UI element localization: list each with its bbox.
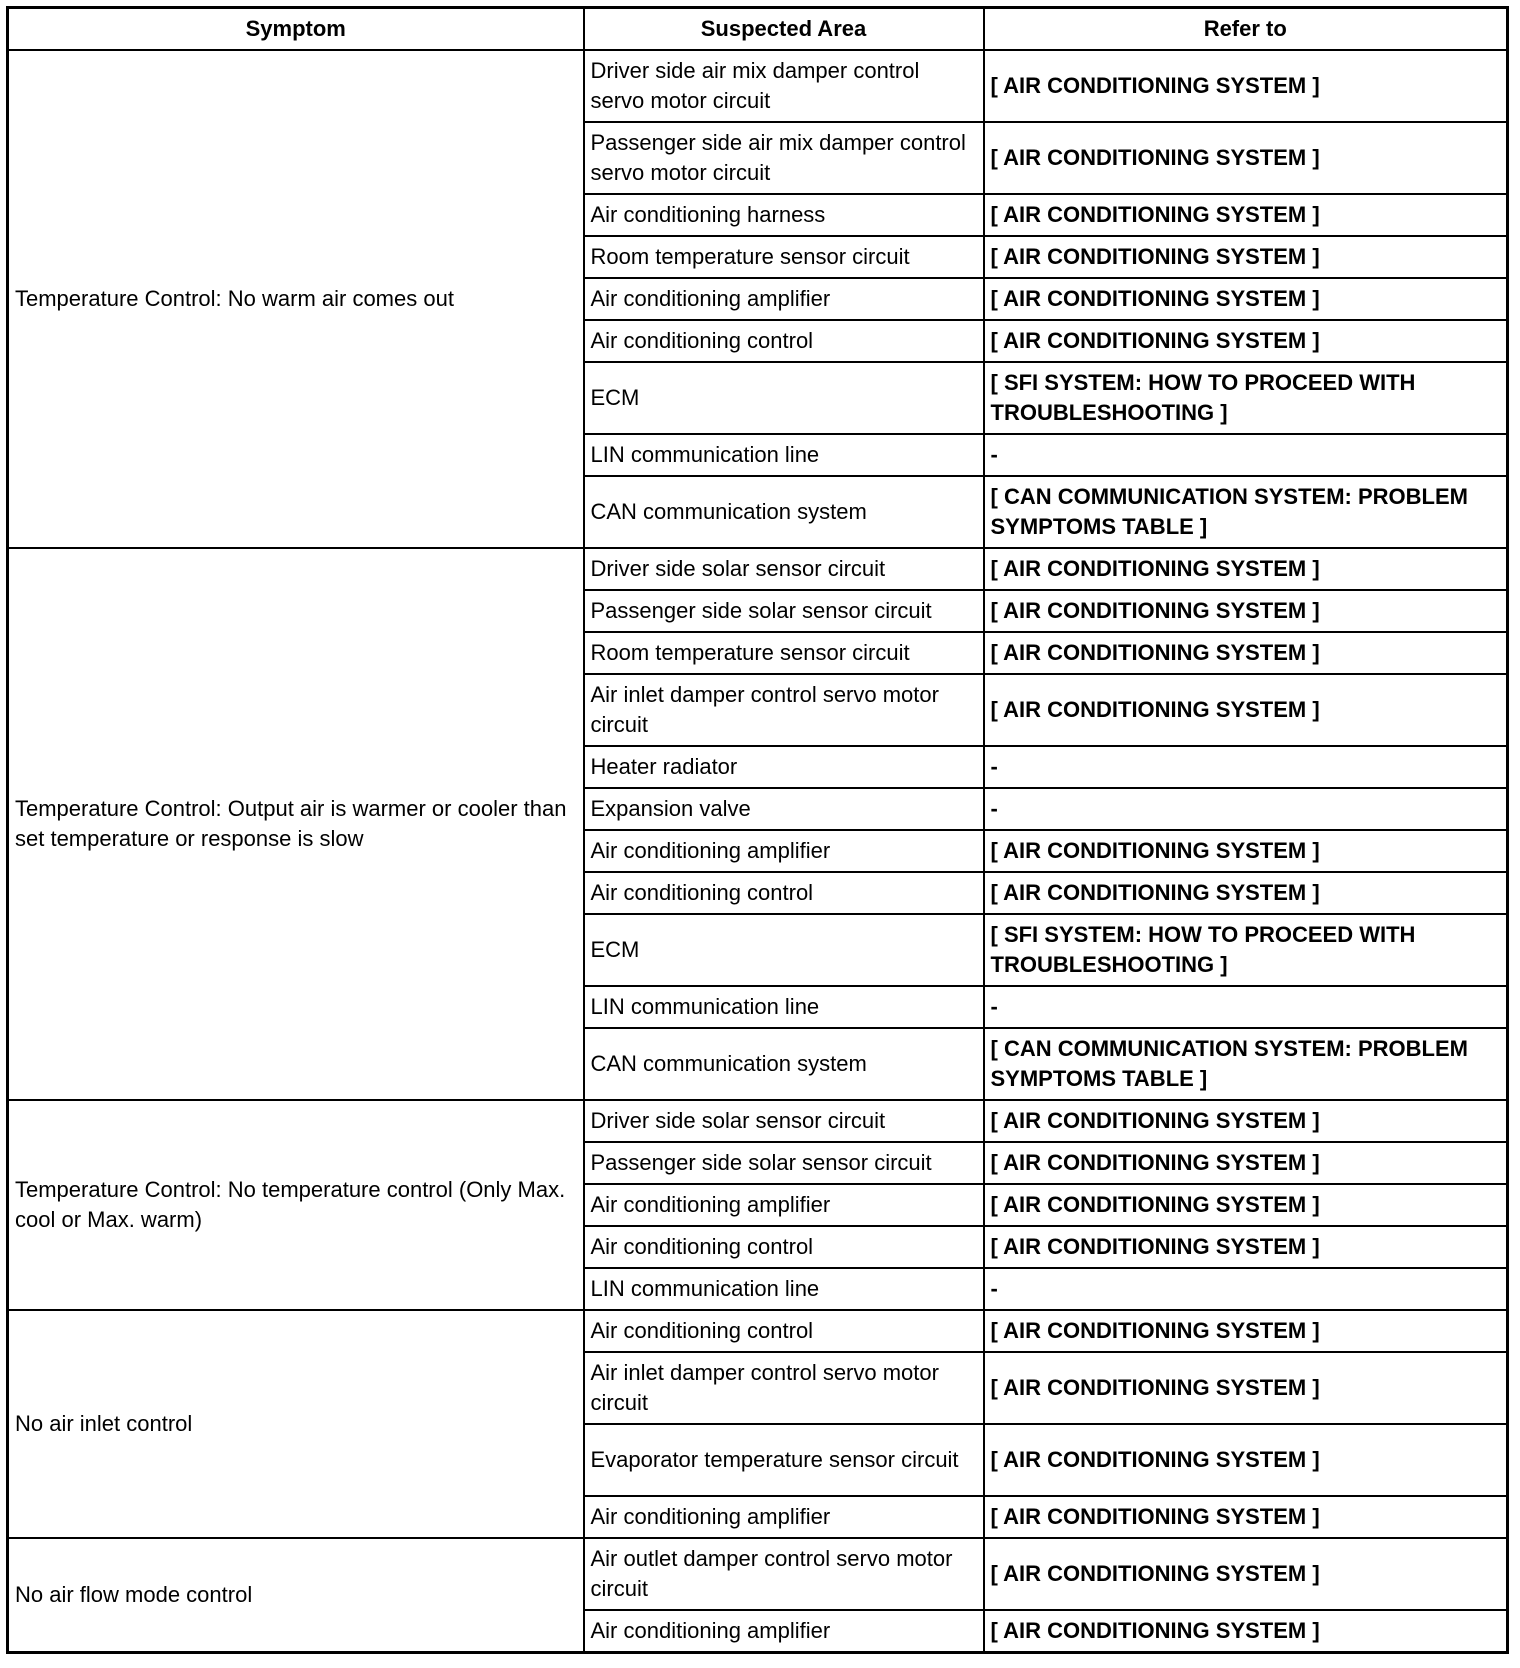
- suspected-area-cell: CAN communication system: [584, 476, 984, 548]
- header-refer-to: Refer to: [984, 8, 1508, 51]
- symptom-cell: No air flow mode control: [8, 1538, 584, 1653]
- refer-to-cell: [ AIR CONDITIONING SYSTEM ]: [984, 278, 1508, 320]
- refer-to-cell: [ AIR CONDITIONING SYSTEM ]: [984, 1100, 1508, 1142]
- problem-symptoms-table: [6, 6, 1509, 1654]
- table-row: [8, 1310, 1508, 1352]
- suspected-area-cell: Air conditioning harness: [584, 194, 984, 236]
- refer-to-cell: [ AIR CONDITIONING SYSTEM ]: [984, 590, 1508, 632]
- suspected-area-cell: LIN communication line: [584, 434, 984, 476]
- table-row: [8, 1538, 1508, 1610]
- refer-to-cell: [ AIR CONDITIONING SYSTEM ]: [984, 1496, 1508, 1538]
- refer-to-cell: [ AIR CONDITIONING SYSTEM ]: [984, 1310, 1508, 1352]
- suspected-area-cell: Heater radiator: [584, 746, 984, 788]
- refer-to-cell: [ AIR CONDITIONING SYSTEM ]: [984, 548, 1508, 590]
- header-suspected-area: Suspected Area: [584, 8, 984, 51]
- table-row: [8, 50, 1508, 122]
- symptom-cell: Temperature Control: Output air is warmer or cooler than set temperature or response is slow: [8, 548, 584, 1100]
- suspected-area-cell: Air conditioning amplifier: [584, 1610, 984, 1653]
- suspected-area-cell: Air conditioning amplifier: [584, 278, 984, 320]
- symptom-cell: Temperature Control: No temperature control (Only Max. cool or Max. warm): [8, 1100, 584, 1310]
- suspected-area-cell: Air conditioning control: [584, 320, 984, 362]
- refer-to-cell: [ AIR CONDITIONING SYSTEM ]: [984, 320, 1508, 362]
- suspected-area-cell: Driver side solar sensor circuit: [584, 1100, 984, 1142]
- refer-to-cell: -: [984, 986, 1508, 1028]
- suspected-area-cell: Air conditioning amplifier: [584, 830, 984, 872]
- suspected-area-cell: Air inlet damper control servo motor circuit: [584, 1352, 984, 1424]
- suspected-area-cell: ECM: [584, 914, 984, 986]
- refer-to-cell: -: [984, 1268, 1508, 1310]
- refer-to-cell: [ AIR CONDITIONING SYSTEM ]: [984, 872, 1508, 914]
- refer-to-cell: [ AIR CONDITIONING SYSTEM ]: [984, 1142, 1508, 1184]
- refer-to-cell: [ AIR CONDITIONING SYSTEM ]: [984, 830, 1508, 872]
- refer-to-cell: [ AIR CONDITIONING SYSTEM ]: [984, 50, 1508, 122]
- table-row: [8, 548, 1508, 590]
- refer-to-cell: [ AIR CONDITIONING SYSTEM ]: [984, 1226, 1508, 1268]
- suspected-area-cell: Expansion valve: [584, 788, 984, 830]
- refer-to-cell: [ SFI SYSTEM: HOW TO PROCEED WITH TROUBLESHOOTING ]: [984, 914, 1508, 986]
- refer-to-cell: [ SFI SYSTEM: HOW TO PROCEED WITH TROUBLESHOOTING ]: [984, 362, 1508, 434]
- refer-to-cell: [ AIR CONDITIONING SYSTEM ]: [984, 1424, 1508, 1496]
- suspected-area-cell: Air conditioning amplifier: [584, 1184, 984, 1226]
- suspected-area-cell: ECM: [584, 362, 984, 434]
- refer-to-cell: -: [984, 746, 1508, 788]
- suspected-area-cell: Driver side air mix damper control servo motor circuit: [584, 50, 984, 122]
- suspected-area-cell: Driver side solar sensor circuit: [584, 548, 984, 590]
- refer-to-cell: [ AIR CONDITIONING SYSTEM ]: [984, 674, 1508, 746]
- suspected-area-cell: Passenger side solar sensor circuit: [584, 1142, 984, 1184]
- suspected-area-cell: Air conditioning control: [584, 872, 984, 914]
- header-symptom: Symptom: [8, 8, 584, 51]
- refer-to-cell: [ AIR CONDITIONING SYSTEM ]: [984, 194, 1508, 236]
- table-row: [8, 1100, 1508, 1142]
- suspected-area-cell: Room temperature sensor circuit: [584, 236, 984, 278]
- refer-to-cell: [ AIR CONDITIONING SYSTEM ]: [984, 1184, 1508, 1226]
- header-row: [8, 8, 1508, 51]
- suspected-area-cell: Air inlet damper control servo motor circuit: [584, 674, 984, 746]
- suspected-area-cell: Air conditioning amplifier: [584, 1496, 984, 1538]
- refer-to-cell: -: [984, 434, 1508, 476]
- suspected-area-cell: LIN communication line: [584, 1268, 984, 1310]
- refer-to-cell: [ AIR CONDITIONING SYSTEM ]: [984, 122, 1508, 194]
- table-body: [8, 50, 1508, 1653]
- suspected-area-cell: LIN communication line: [584, 986, 984, 1028]
- refer-to-cell: [ AIR CONDITIONING SYSTEM ]: [984, 1352, 1508, 1424]
- refer-to-cell: [ CAN COMMUNICATION SYSTEM: PROBLEM SYMPTOMS TABLE ]: [984, 1028, 1508, 1100]
- suspected-area-cell: Room temperature sensor circuit: [584, 632, 984, 674]
- symptom-cell: No air inlet control: [8, 1310, 584, 1538]
- suspected-area-cell: Air conditioning control: [584, 1226, 984, 1268]
- refer-to-cell: [ AIR CONDITIONING SYSTEM ]: [984, 632, 1508, 674]
- suspected-area-cell: Air conditioning control: [584, 1310, 984, 1352]
- refer-to-cell: -: [984, 788, 1508, 830]
- symptom-cell: Temperature Control: No warm air comes out: [8, 50, 584, 548]
- refer-to-cell: [ AIR CONDITIONING SYSTEM ]: [984, 236, 1508, 278]
- suspected-area-cell: Evaporator temperature sensor circuit: [584, 1424, 984, 1496]
- suspected-area-cell: Passenger side solar sensor circuit: [584, 590, 984, 632]
- suspected-area-cell: Air outlet damper control servo motor circuit: [584, 1538, 984, 1610]
- suspected-area-cell: Passenger side air mix damper control servo motor circuit: [584, 122, 984, 194]
- refer-to-cell: [ CAN COMMUNICATION SYSTEM: PROBLEM SYMPTOMS TABLE ]: [984, 476, 1508, 548]
- suspected-area-cell: CAN communication system: [584, 1028, 984, 1100]
- refer-to-cell: [ AIR CONDITIONING SYSTEM ]: [984, 1610, 1508, 1653]
- refer-to-cell: [ AIR CONDITIONING SYSTEM ]: [984, 1538, 1508, 1610]
